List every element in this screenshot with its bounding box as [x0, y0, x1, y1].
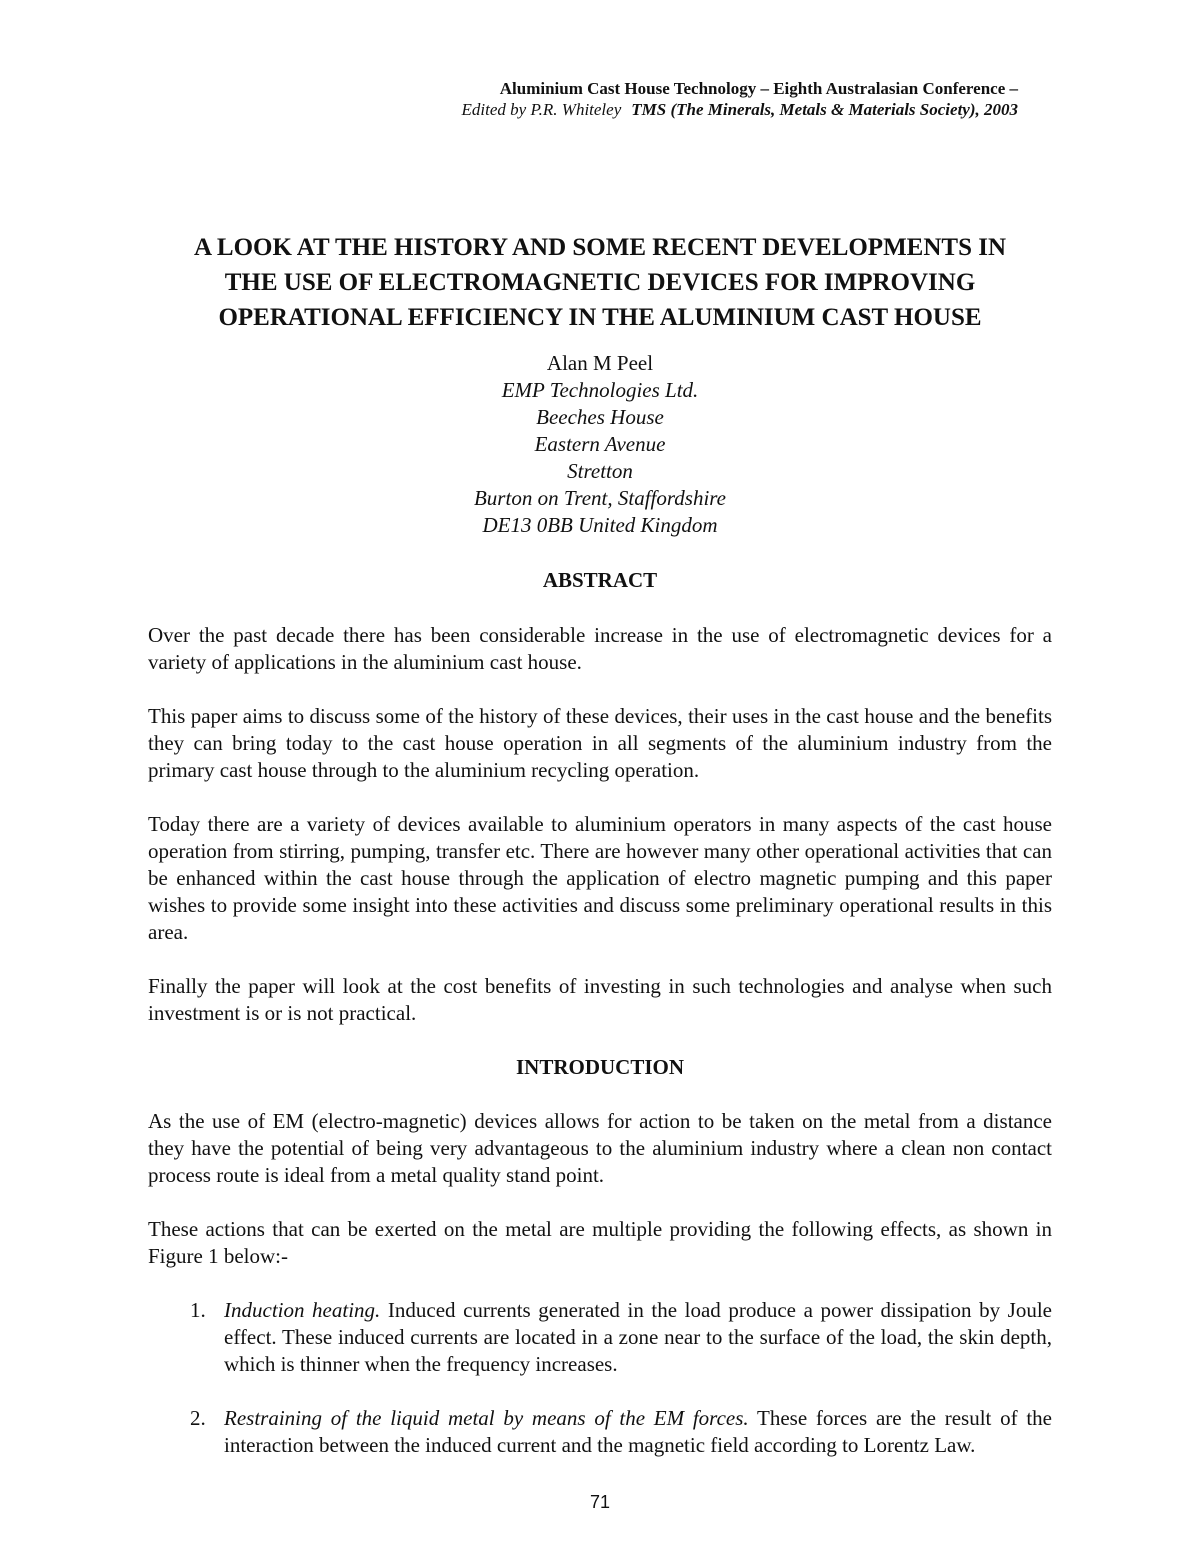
affiliation-line: DE13 0BB United Kingdom — [482, 513, 718, 537]
abstract-paragraph: Today there are a variety of devices available to aluminium operators in many aspects of the cast house operation from stirring, pumping, transfer etc. There are however many other operational activities that can be enhanced within the cast house through the application of electro magnetic pumping and this paper wishes to provide some insight into these activities and discuss some preliminary operational results in this area. — [148, 812, 1052, 944]
abstract-paragraph: Over the past decade there has been considerable increase in the use of electromagnetic devices for a variety of applications in the aluminium cast house. — [148, 623, 1052, 674]
list-item — [190, 1405, 1052, 1459]
publication-line — [462, 99, 1018, 120]
publisher-credit: TMS (The Minerals, Metals & Materials Society), 2003 — [631, 100, 1018, 119]
author-block — [300, 350, 900, 539]
editor-credit: Edited by P.R. Whiteley — [461, 100, 622, 119]
list-item-term: Induction heating. — [224, 1298, 381, 1322]
title-line: THE USE OF ELECTROMAGNETIC DEVICES FOR IMPROVING — [224, 269, 976, 296]
conference-name: Aluminium Cast House Technology – Eighth Australasian Conference – — [499, 79, 1018, 98]
introduction-heading: INTRODUCTION — [515, 1055, 685, 1079]
list-item-text: These forces are the result of the interaction between the induced current and the magnetic field according to Lorentz Law. — [224, 1406, 1053, 1457]
abstract-heading: ABSTRACT — [542, 568, 658, 592]
list-item-body — [224, 1405, 1052, 1459]
author-name: Alan M Peel — [546, 351, 654, 375]
title-line: A LOOK AT THE HISTORY AND SOME RECENT DEVELOPMENTS IN — [193, 234, 1007, 261]
running-header — [462, 78, 1018, 120]
affiliation-line: Eastern Avenue — [534, 432, 666, 456]
list-item-body — [224, 1297, 1052, 1378]
list-item-text: Induced currents generated in the load produce a power dissipation by Joule effect. These induced currents are located in a zone near to the surface of the load, the skin depth, which is thinner when the frequency increases. — [224, 1298, 1052, 1376]
list-item-number: 1. — [190, 1298, 206, 1322]
list-item — [190, 1297, 1052, 1378]
abstract-paragraph: Finally the paper will look at the cost benefits of investing in such technologies and analyse when such investment is or is not practical. — [148, 974, 1052, 1025]
title-line: OPERATIONAL EFFICIENCY IN THE ALUMINIUM CAST HOUSE — [218, 304, 982, 331]
list-item-number: 2. — [190, 1406, 206, 1430]
affiliation-line: Burton on Trent, Staffordshire — [473, 486, 727, 510]
abstract-paragraph: This paper aims to discuss some of the history of these devices, their uses in the cast house and the benefits they can bring today to the cast house operation in all segments of the aluminium industry from the primary cast house through to the aluminium recycling operation. — [148, 704, 1052, 782]
list-item-term: Restraining of the liquid metal by means of the EM forces. — [224, 1406, 749, 1430]
affiliation-line: Stretton — [567, 459, 633, 483]
page-number: 71 — [589, 1492, 611, 1512]
affiliation-line: EMP Technologies Ltd. — [501, 378, 699, 402]
affiliation-line: Beeches House — [536, 405, 664, 429]
paper-title — [120, 230, 1080, 335]
introduction-paragraph: These actions that can be exerted on the metal are multiple providing the following effects, as shown in Figure 1 below:- — [148, 1217, 1052, 1268]
introduction-paragraph: As the use of EM (electro-magnetic) devices allows for action to be taken on the metal from a distance they have the potential of being very advantageous to the aluminium industry where a clean non contact process route is ideal from a metal quality stand point. — [148, 1109, 1052, 1187]
